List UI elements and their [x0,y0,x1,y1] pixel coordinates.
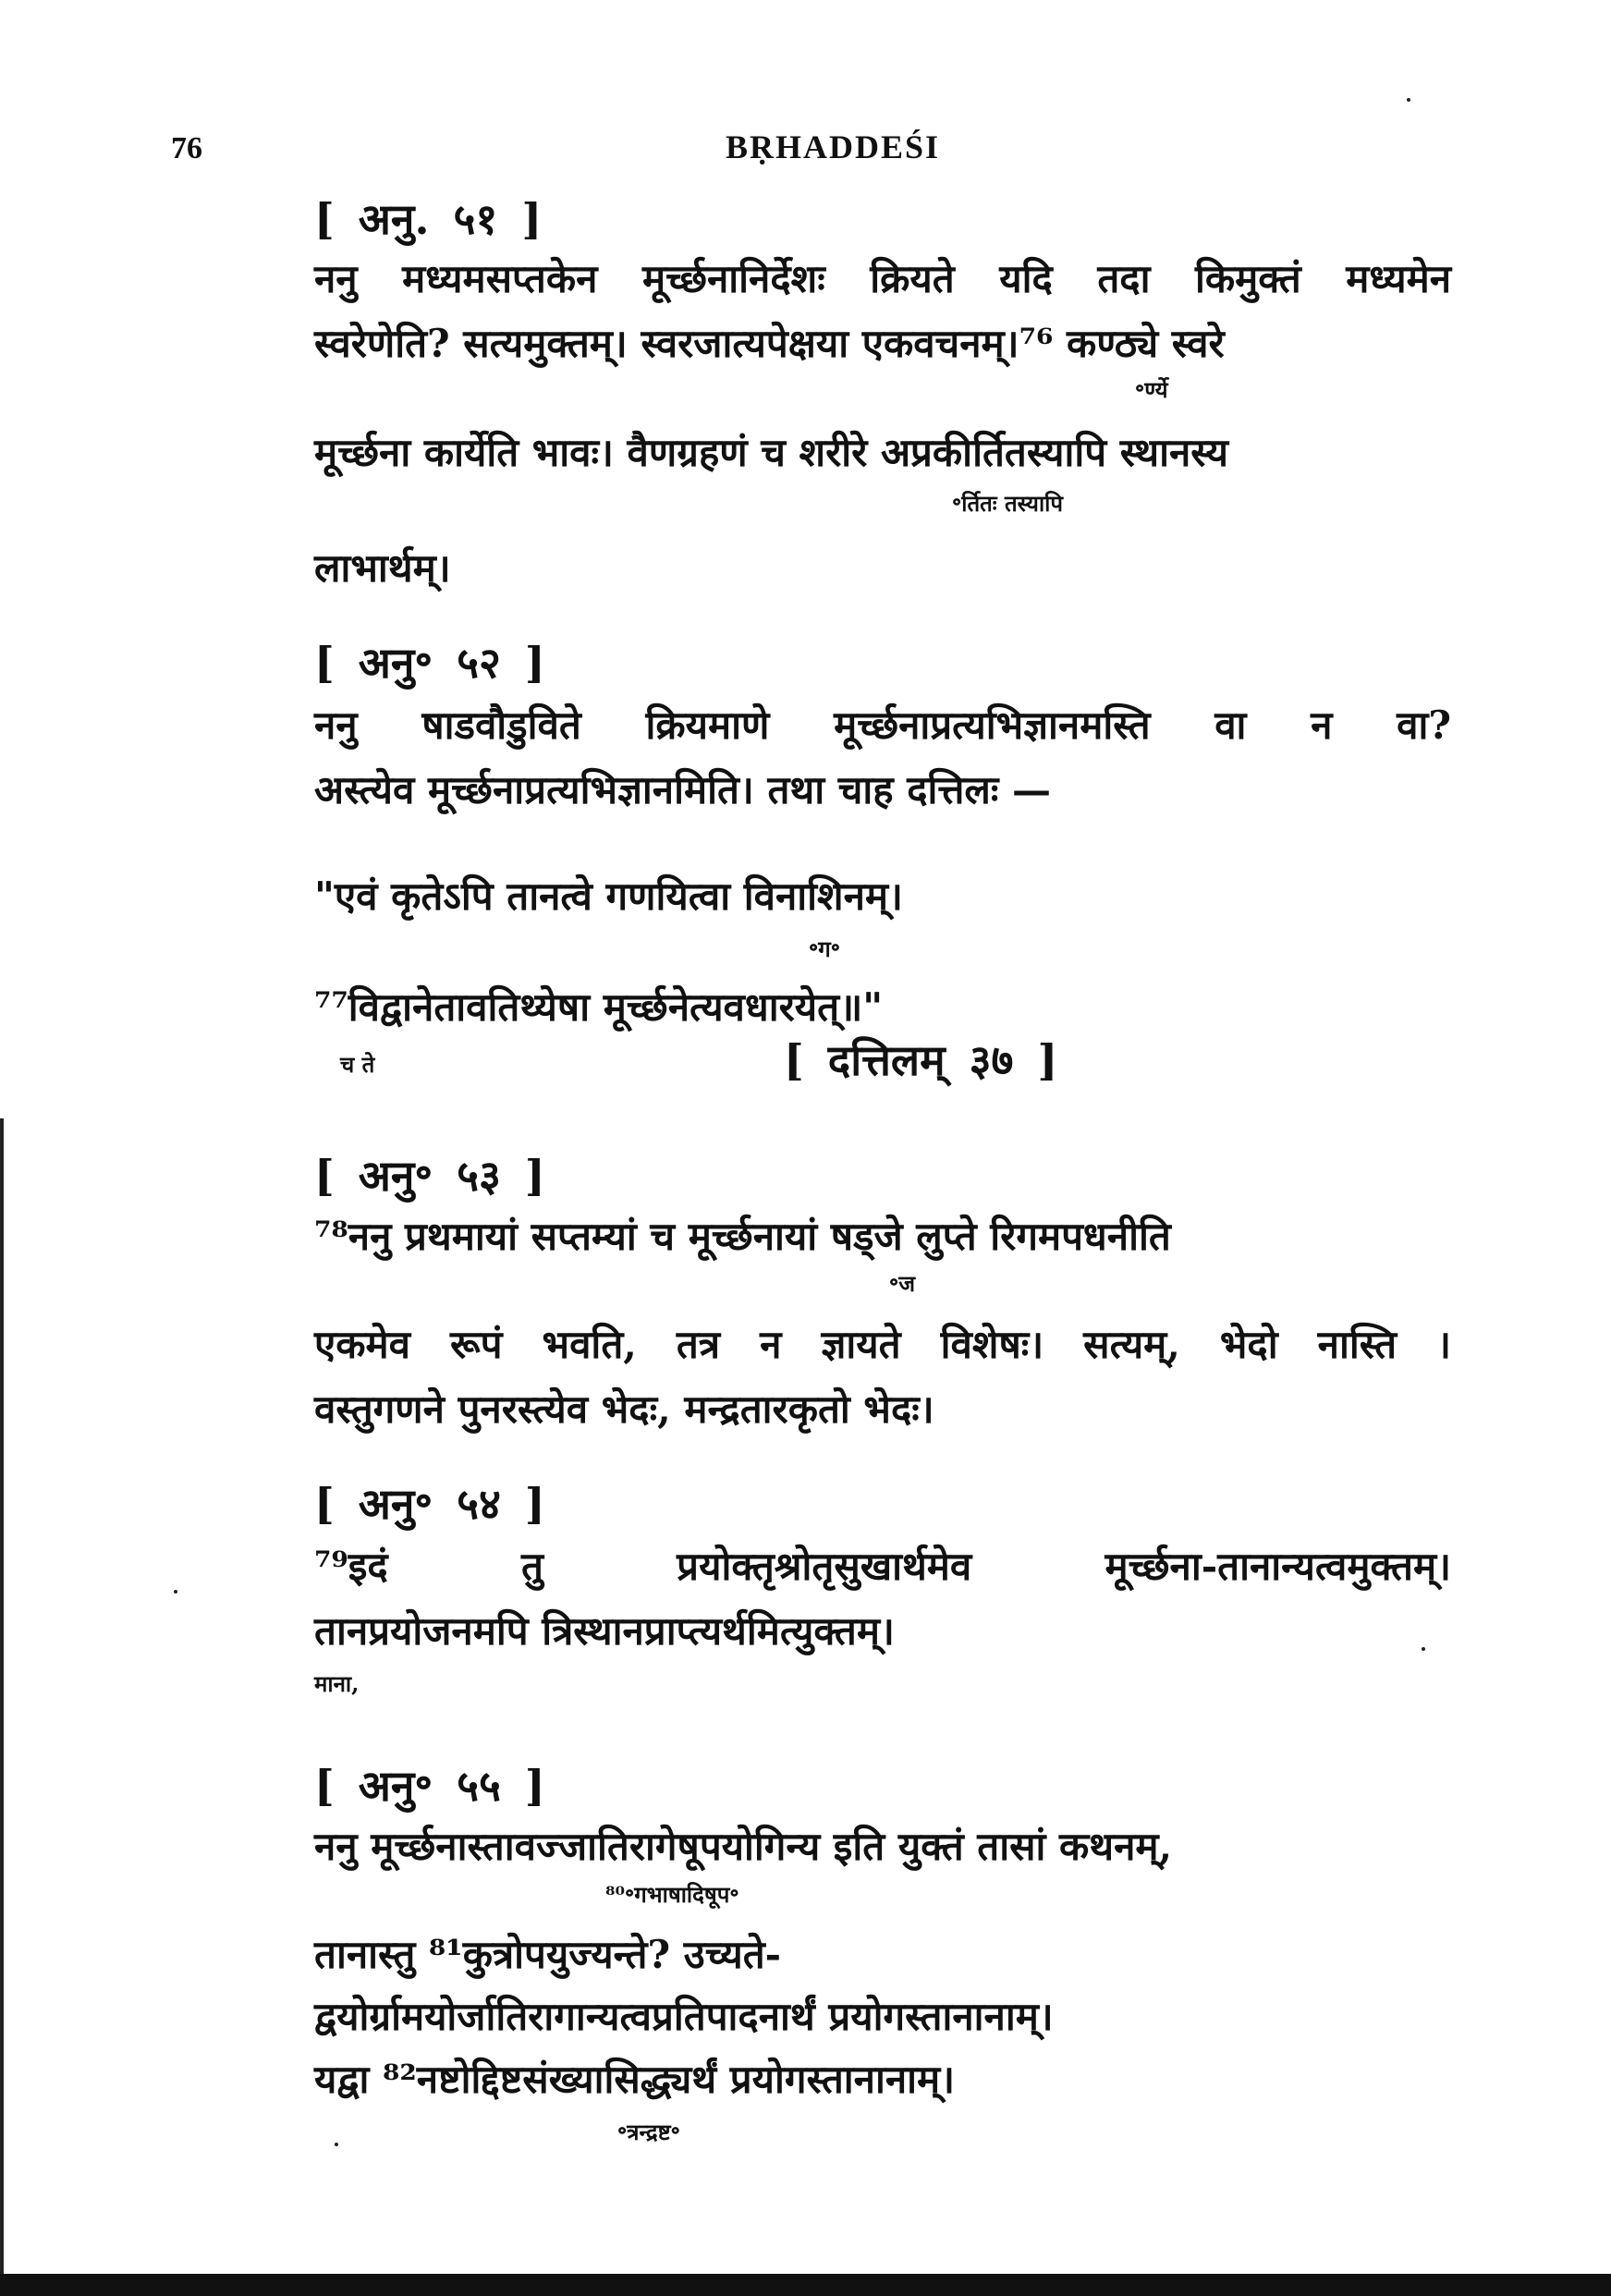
text-line: मूर्च्छना कार्येति भावः। वैणग्रहणं च शरीरे अप्रकीर्तितस्यापि स्थानस्य [314,430,1228,475]
scan-speck [1422,1647,1425,1651]
text-line: तानास्तु ⁸¹कुत्रोपयुज्यन्ते? उच्यते- [314,1932,782,1977]
text-line: स्वरेणेति? सत्यमुक्तम्। स्वरजात्यपेक्षया एकवचनम्।⁷⁶ कण्ठ्ये स्वरे [314,321,1225,366]
text-line: ननु मूर्च्छनास्तावज्जातिरागेषूपयोगिन्य इति युक्तं तासां कथनम्, [314,1824,1173,1869]
scan-speck [335,2143,338,2146]
scan-speck [1407,98,1410,102]
text-line: ⁷⁹इदं तु प्रयोक्तृश्रोतृसुखार्थमेव मूर्च्छना-तानान्यत्वमुक्तम्। [314,1544,1451,1589]
section-label-51: [ अनु. ५१ ] [314,194,543,244]
footnote-variant: ॰त्रन्द्रष्ट॰ [617,2119,680,2145]
section-label-53: [ अनु॰ ५३ ] [314,1151,545,1201]
scan-edge [0,1118,4,2274]
section-label-54: [ अनु॰ ५४ ] [314,1479,545,1529]
text-line: वस्तुगणने पुनरस्त्येव भेदः, मन्द्रतारकृतो भेदः। [314,1386,934,1432]
text-line: एकमेव रूपं भवति, तत्र न ज्ञायते विशेषः। सत्यम्, भेदो नास्ति । [314,1322,1451,1367]
text-line: यद्वा ⁸²नष्टोद्दिष्टसंख्यासिद्ध्यर्थं प्रयोगस्तानानाम्। [314,2057,956,2102]
text-line: ननु षाडवौडुविते क्रियमाणे मूर्च्छनाप्रत्यभिज्ञानमस्ति वा न वा? [314,702,1451,748]
section-label-55: [ अनु॰ ५५ ] [314,1761,545,1811]
verse-line: ⁷⁷विद्वानेतावतिथ्येषा मूर्च्छनेत्यवधारयेत्॥" [314,984,884,1030]
footnote-variant: ॰र्ण्ये [1135,376,1168,403]
text-line: तानप्रयोजनमपि त्रिस्थानप्राप्त्यर्थमित्युक्तम्। [314,1608,895,1654]
footnote-variant: ॰ग॰ [809,935,840,962]
text-line: अस्त्येव मूर्च्छनाप्रत्यभिज्ञानमिति। तथा चाह दत्तिलः — [314,767,1051,812]
footnote-variant: ⁸⁰॰गभाषादिषूप॰ [605,1881,739,1908]
scan-bottom-border [0,2274,1611,2296]
scan-speck [174,1590,177,1594]
verse-reference: [ दत्तिलम् ३७ ] [784,1035,1058,1085]
text-line: लाभार्थम्। [314,545,451,591]
footnote-variant: ॰ज [889,1270,916,1297]
footnote-variant: ॰र्तितः तस्यापि [952,490,1064,517]
text-line: द्वयोर्ग्रामयोर्जातिरागान्यत्वप्रतिपादनार्थं प्रयोगस्तानानाम्। [314,1994,1054,2039]
page-number: 76 [171,131,202,165]
footnote-variant: च ते [340,1051,375,1078]
footnote-variant: माना, [314,1670,360,1697]
text-line: ⁷⁸ननु प्रथमायां सप्तम्यां च मूर्च्छनायां षड्जे लुप्ते रिगमपधनीति [314,1214,1171,1259]
section-label-52: [ अनु॰ ५२ ] [314,638,545,688]
text-line: ननु मध्यमसप्तकेन मूर्च्छनानिर्देशः क्रियते यदि तदा किमुक्तं मध्यमेन [314,256,1451,301]
running-title: BṚHADDEŚI [726,128,941,165]
verse-line: "एवं कृतेऽपि तानत्वे गणयित्वा विनाशिनम्। [314,873,903,919]
